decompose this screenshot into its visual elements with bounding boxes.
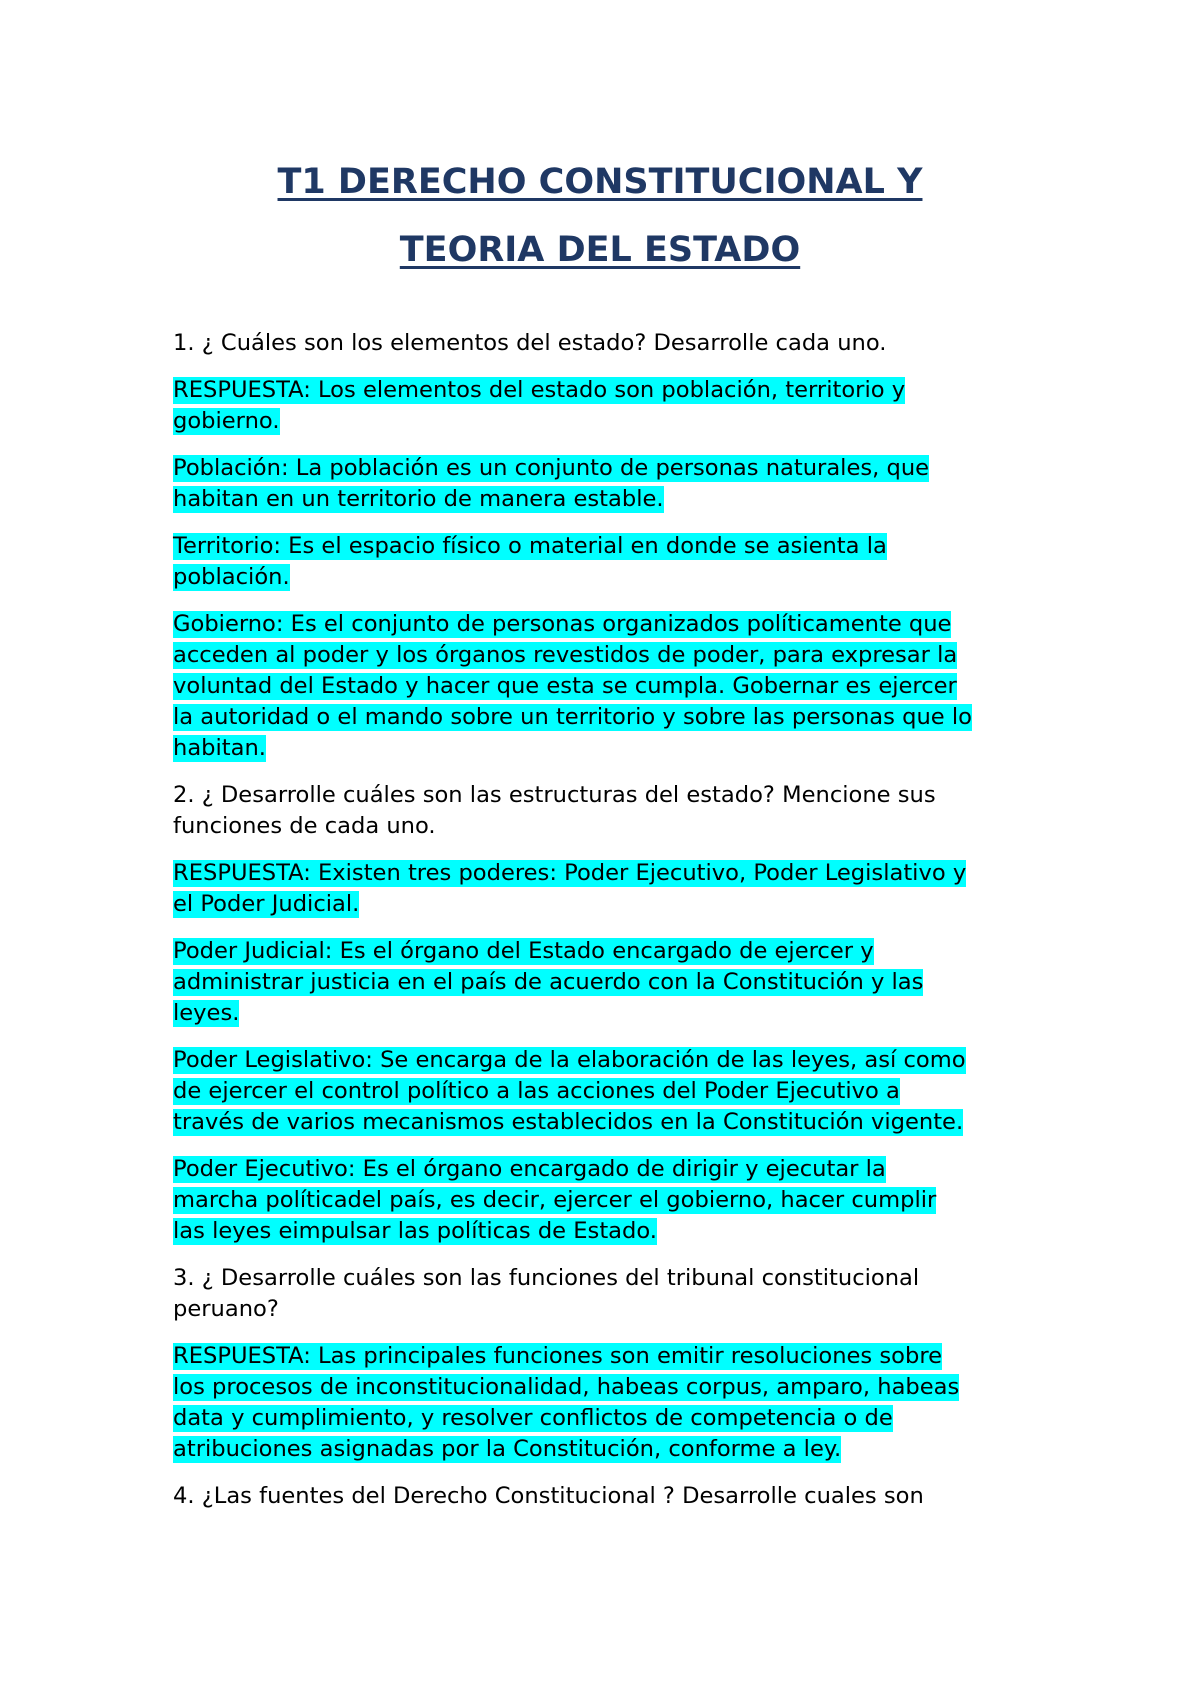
- text-line: habitan.: [173, 735, 266, 761]
- text-line: funciones de cada uno.: [173, 813, 436, 839]
- text-line: RESPUESTA: Existen tres poderes: Poder Ejecutivo, Poder Legislativo y: [173, 860, 967, 886]
- text-line: Poder Legislativo: Se encarga de la elaboración de las leyes, así como: [173, 1047, 966, 1073]
- text-line: acceden al poder y los órganos revestidos de poder, para expresar la: [173, 642, 958, 668]
- answer-paragraph: [173, 375, 1073, 437]
- text-line: las leyes eimpulsar las políticas de Estado.: [173, 1218, 657, 1244]
- question-paragraph: [173, 780, 1073, 842]
- title-line-2: TEORIA DEL ESTADO: [399, 230, 801, 270]
- document-body: [173, 328, 1073, 1528]
- page-title: [0, 148, 1200, 284]
- text-line: población.: [173, 564, 290, 590]
- text-line: RESPUESTA: Los elementos del estado son población, territorio y: [173, 377, 906, 403]
- text-line: 1. ¿ Cuáles son los elementos del estado? Desarrolle cada uno.: [173, 330, 887, 356]
- text-line: leyes.: [173, 1000, 240, 1026]
- answer-paragraph: [173, 1045, 1073, 1138]
- text-line: marcha políticadel país, es decir, ejercer el gobierno, hacer cumplir: [173, 1187, 937, 1213]
- text-line: de ejercer el control político a las acciones del Poder Ejecutivo a: [173, 1078, 900, 1104]
- text-line: administrar justicia en el país de acuerdo con la Constitución y las: [173, 969, 924, 995]
- text-line: 4. ¿Las fuentes del Derecho Constitucional ? Desarrolle cuales son: [173, 1483, 924, 1509]
- text-line: RESPUESTA: Las principales funciones son emitir resoluciones sobre: [173, 1343, 943, 1369]
- text-line: Población: La población es un conjunto de personas naturales, que: [173, 455, 930, 481]
- title-line-1: T1 DERECHO CONSTITUCIONAL Y: [277, 162, 923, 202]
- text-line: voluntad del Estado y hacer que esta se cumpla. Gobernar es ejercer: [173, 673, 957, 699]
- text-line: Poder Ejecutivo: Es el órgano encargado de dirigir y ejecutar la: [173, 1156, 886, 1182]
- answer-paragraph: [173, 858, 1073, 920]
- text-line: data y cumplimiento, y resolver conflictos de competencia o de: [173, 1405, 893, 1431]
- question-paragraph: [173, 1481, 1073, 1512]
- question-paragraph: [173, 1263, 1073, 1325]
- text-line: gobierno.: [173, 408, 280, 434]
- answer-paragraph: [173, 609, 1073, 764]
- text-line: Gobierno: Es el conjunto de personas organizados políticamente que: [173, 611, 952, 637]
- answer-paragraph: [173, 531, 1073, 593]
- text-line: atribuciones asignadas por la Constitución, conforme a ley.: [173, 1436, 842, 1462]
- text-line: Poder Judicial: Es el órgano del Estado encargado de ejercer y: [173, 938, 874, 964]
- text-line: los procesos de inconstitucionalidad, habeas corpus, amparo, habeas: [173, 1374, 960, 1400]
- text-line: Territorio: Es el espacio físico o material en donde se asienta la: [173, 533, 887, 559]
- answer-paragraph: [173, 1341, 1073, 1465]
- answer-paragraph: [173, 1154, 1073, 1247]
- text-line: el Poder Judicial.: [173, 891, 360, 917]
- text-line: habitan en un territorio de manera estable.: [173, 486, 664, 512]
- answer-paragraph: [173, 936, 1073, 1029]
- text-line: la autoridad o el mando sobre un territorio y sobre las personas que lo: [173, 704, 972, 730]
- text-line: peruano?: [173, 1296, 279, 1322]
- answer-paragraph: [173, 453, 1073, 515]
- text-line: 3. ¿ Desarrolle cuáles son las funciones del tribunal constitucional: [173, 1265, 920, 1291]
- text-line: 2. ¿ Desarrolle cuáles son las estructuras del estado? Mencione sus: [173, 782, 936, 808]
- text-line: través de varios mecanismos establecidos en la Constitución vigente.: [173, 1109, 964, 1135]
- question-paragraph: [173, 328, 1073, 359]
